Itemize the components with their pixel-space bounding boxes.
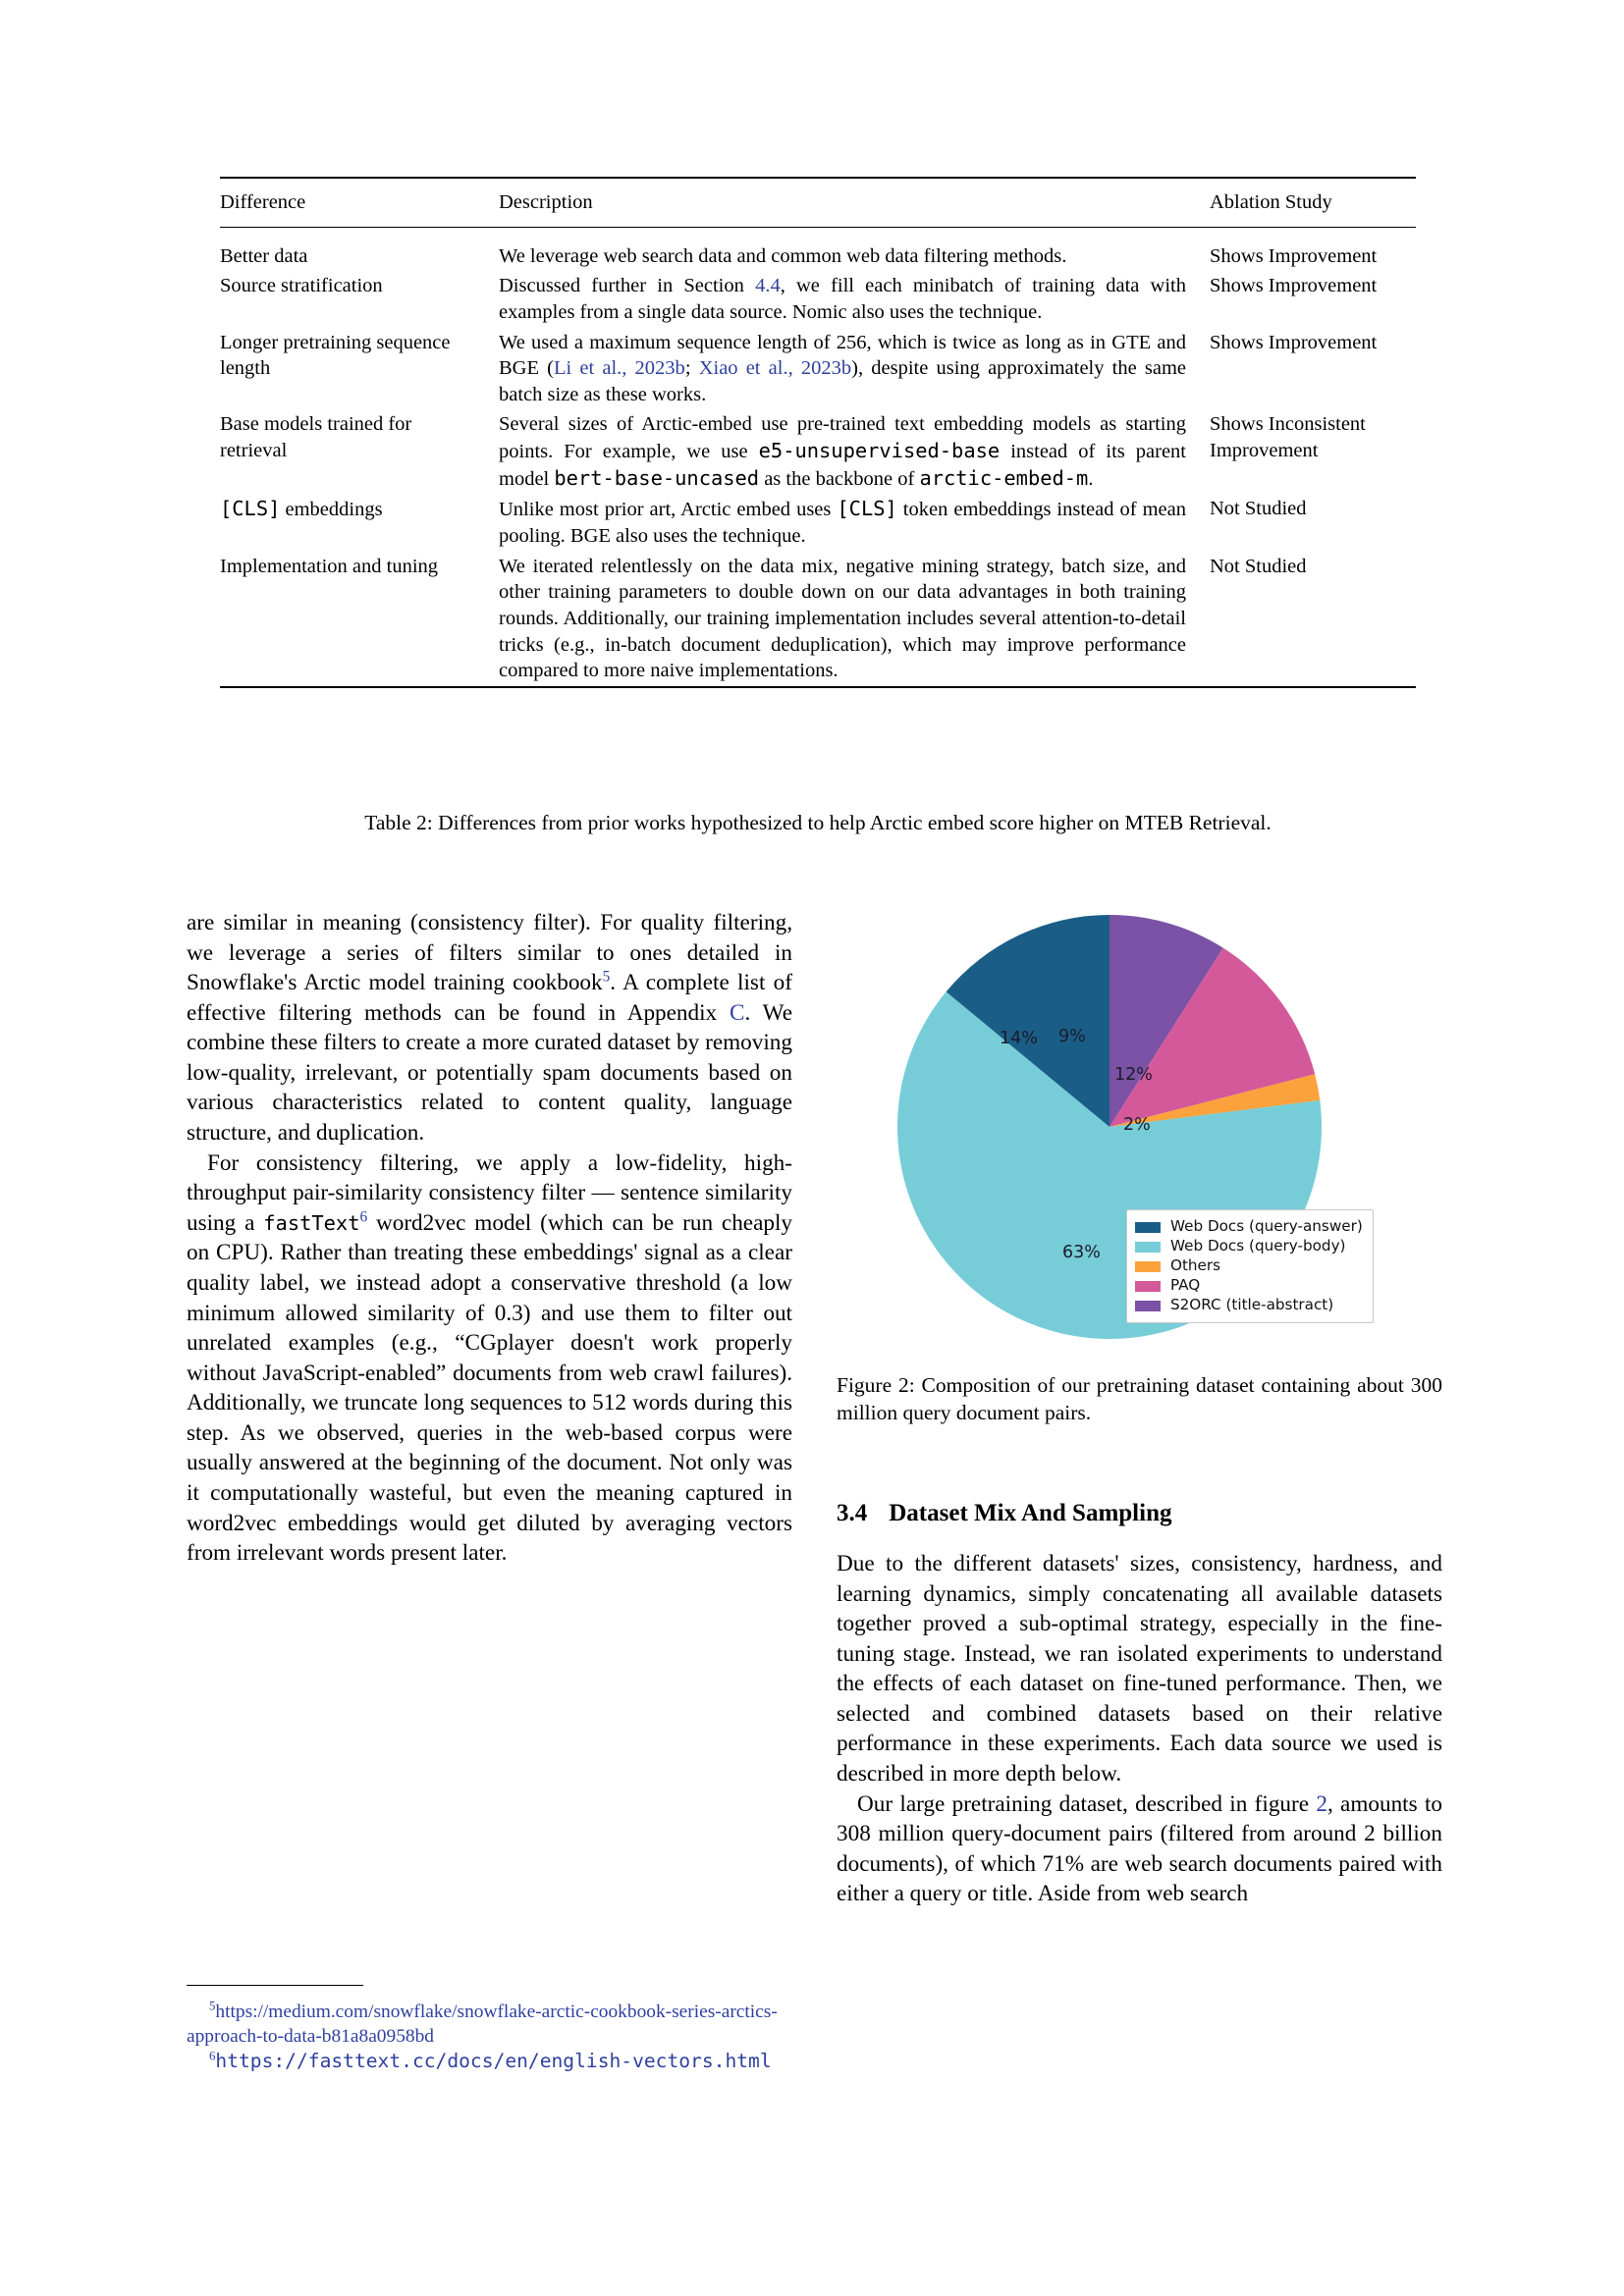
differences-table bbox=[220, 177, 1416, 688]
table-row bbox=[220, 241, 1416, 272]
table-rule bbox=[220, 687, 1416, 688]
text-run: . We combine these filters to create a more curated dataset by removing low-quality, irrelevant, or potentially spam documents based on various characteristics related to content quality, language structure, and duplication. bbox=[187, 999, 792, 1147]
table-header-3: Ablation Study bbox=[1210, 191, 1332, 213]
mono-text: [CLS] bbox=[837, 497, 897, 521]
legend-label: Web Docs (query-body) bbox=[1170, 1237, 1346, 1255]
legend-swatch-icon bbox=[1135, 1261, 1161, 1272]
left-paragraph-2 bbox=[187, 1148, 792, 1569]
text-run: Our large pretraining dataset, described in figure bbox=[857, 1790, 1317, 1817]
text-run: We iterated relentlessly on the data mix, negative mining strategy, batch size, and other training parameters to double down on our data advantages in both training rounds. Additionally, our training implementation includes several attention-to-detail tricks (e.g., in-batch document deduplication), which may improve performance compared to more naive implementations. bbox=[499, 555, 1186, 682]
section-title: Dataset Mix And Sampling bbox=[889, 1500, 1172, 1526]
text-run: word2vec model (which can be run cheaply on CPU). Rather than treating these embeddings' signal as a clear quality label, we instead adopt a conservative threshold (a low minimum allowed similarity of 0.3) and use them to filter out unrelated examples (e.g., “CGplayer doesn't work properly without JavaScript-enabled” documents from web crawl failures). Additionally, we truncate long sequences to 512 words during this step. As we observed, queries in the web-based corpus were usually answered at the beginning of the document. Not only was it computationally wasteful, but even the meaning captured in word2vec embeddings would get diluted by averaging vectors from irrelevant words present later. bbox=[187, 1209, 792, 1567]
table-header-1: Difference bbox=[220, 191, 306, 213]
cell-ablation: Shows Improvement bbox=[1210, 244, 1378, 267]
footnote-url[interactable]: https://fasttext.cc/docs/en/english-vectors.html bbox=[215, 2050, 772, 2073]
cell-description bbox=[499, 328, 1210, 410]
text-run: embeddings bbox=[280, 499, 383, 521]
left-column-body bbox=[187, 908, 792, 1569]
legend-item bbox=[1135, 1276, 1363, 1296]
text-run: ), despite using approximately the same batch size as these works. bbox=[499, 357, 1186, 405]
cell-ablation: Shows Improvement bbox=[1210, 331, 1378, 353]
footnote-url[interactable]: https://medium.com/snowflake/snowflake-arctic-cookbook-series-arctics-approach-to-data-b81a8a0958bd bbox=[187, 2002, 778, 2048]
text-run: instead of its parent model bbox=[499, 441, 1187, 490]
right-column-body bbox=[837, 1549, 1442, 1909]
pie-label-s2orc: 9% bbox=[1058, 1027, 1086, 1046]
mono-text: fastText bbox=[263, 1210, 360, 1235]
text-run: as the backbone of bbox=[759, 467, 920, 490]
legend-label: Others bbox=[1170, 1256, 1221, 1275]
footnote-rule bbox=[187, 1985, 363, 1986]
pie-label-paq: 12% bbox=[1114, 1065, 1153, 1085]
table-body bbox=[220, 178, 1416, 688]
footnote-number: 6 bbox=[209, 2049, 216, 2063]
text-run: Several sizes of Arctic-embed use pre-trained text embedding models as starting points. For example, we use bbox=[499, 413, 1186, 463]
table-2 bbox=[220, 177, 1416, 688]
cell-ablation: Shows Improvement bbox=[1210, 275, 1378, 297]
table-row bbox=[220, 494, 1416, 551]
left-paragraph-1 bbox=[187, 908, 792, 1148]
cell-description bbox=[499, 494, 1210, 551]
footnote-marker[interactable]: 6 bbox=[359, 1208, 368, 1226]
table-spacer bbox=[220, 228, 1416, 241]
section-heading-3-4 bbox=[837, 1500, 1442, 1527]
text-run: Discussed further in Section bbox=[499, 275, 756, 297]
inline-link[interactable]: C bbox=[729, 999, 745, 1026]
cell-difference: Implementation and tuning bbox=[220, 555, 439, 577]
inline-link[interactable]: Li et al., 2023b bbox=[554, 357, 685, 380]
footnote-item bbox=[187, 2049, 792, 2074]
text-run: We leverage web search data and common web data filtering methods. bbox=[499, 244, 1067, 267]
text-run: , we fill each minibatch of training data with examples from a single data source. Nomic also uses the technique. bbox=[499, 275, 1187, 323]
footnote-number: 5 bbox=[209, 1999, 216, 2013]
cell-description bbox=[499, 409, 1210, 494]
table-header-2: Description bbox=[499, 191, 593, 213]
cell-difference: Source stratification bbox=[220, 275, 383, 297]
right-paragraph-1: Due to the different datasets' sizes, consistency, hardness, and learning dynamics, simply concatenating all available datasets together proved a sub-optimal strategy, especially in the fine-tuning stage. Instead, we ran isolated experiments to understand the effects of each dataset on fine-tuned performance. Then, we selected and combined datasets based on their relative performance in these experiments. Each data source we used is described in more depth below. bbox=[837, 1551, 1442, 1788]
cell-description bbox=[499, 552, 1210, 687]
legend-item bbox=[1135, 1256, 1363, 1276]
right-paragraph-2 bbox=[837, 1789, 1442, 1909]
cell-description bbox=[499, 271, 1210, 327]
table-row bbox=[220, 271, 1416, 327]
footnote-item bbox=[187, 2000, 792, 2049]
pie-label-query-answer: 14% bbox=[1000, 1029, 1038, 1048]
table-row bbox=[220, 409, 1416, 494]
cell-difference: Longer pretraining sequence length bbox=[220, 331, 451, 380]
mono-text: bert-base-uncased bbox=[554, 465, 760, 490]
legend-swatch-icon bbox=[1135, 1222, 1161, 1233]
table-header-row bbox=[220, 179, 1416, 227]
pie-legend bbox=[1126, 1209, 1374, 1323]
legend-swatch-icon bbox=[1135, 1301, 1161, 1311]
text-run: . A complete list of effective filtering methods can be found in Appendix bbox=[187, 970, 792, 1026]
table-2-caption: Table 2: Differences from prior works hypothesized to help Arctic embed score higher on MTEB Retrieval. bbox=[364, 811, 1272, 834]
cell-description bbox=[499, 241, 1210, 272]
mono-text: arctic-embed-m bbox=[919, 465, 1089, 490]
text-run: ; bbox=[684, 357, 699, 380]
text-run: . bbox=[1088, 467, 1094, 490]
text-run: Unlike most prior art, Arctic embed uses bbox=[499, 499, 838, 521]
mono-text: [CLS] bbox=[220, 497, 281, 521]
section-number: 3.4 bbox=[837, 1500, 868, 1526]
table-row bbox=[220, 552, 1416, 687]
text-run: token embeddings instead of mean pooling. BGE also uses the technique. bbox=[499, 499, 1186, 548]
text-run: , amounts to 308 million query-document pairs (filtered from around 2 billion documents), of which 71% are web search documents paired with either a query or title. Aside from web search bbox=[837, 1790, 1442, 1907]
legend-item bbox=[1135, 1237, 1363, 1256]
legend-swatch-icon bbox=[1135, 1242, 1161, 1253]
inline-link[interactable]: 2 bbox=[1316, 1790, 1327, 1817]
legend-item bbox=[1135, 1296, 1363, 1315]
pie-label-others: 2% bbox=[1123, 1115, 1151, 1135]
legend-label: PAQ bbox=[1170, 1276, 1201, 1295]
footnotes bbox=[187, 1985, 792, 2075]
legend-label: S2ORC (title-abstract) bbox=[1170, 1296, 1334, 1314]
cell-ablation: Not Studied bbox=[1210, 555, 1307, 577]
footnote-list bbox=[187, 2000, 792, 2075]
figure-2-caption: Figure 2: Composition of our pretraining dataset containing about 300 million query document pairs. bbox=[837, 1373, 1442, 1424]
cell-difference: Base models trained for retrieval bbox=[220, 413, 412, 462]
table-row bbox=[220, 328, 1416, 410]
pie-label-query-body: 63% bbox=[1062, 1243, 1101, 1262]
legend-swatch-icon bbox=[1135, 1281, 1161, 1292]
legend-label: Web Docs (query-answer) bbox=[1170, 1217, 1363, 1236]
footnote-marker[interactable]: 5 bbox=[602, 968, 611, 986]
legend-list bbox=[1135, 1217, 1363, 1315]
cell-difference bbox=[220, 494, 499, 551]
inline-link[interactable]: Xiao et al., 2023b bbox=[698, 357, 852, 380]
inline-link[interactable]: 4.4 bbox=[755, 275, 781, 297]
cell-difference: Better data bbox=[220, 244, 308, 267]
text-run: We used a maximum sequence length of 256, which is twice as long as in GTE and BGE ( bbox=[499, 331, 1186, 380]
figure-2 bbox=[837, 903, 1442, 1364]
legend-item bbox=[1135, 1217, 1363, 1237]
mono-text: e5-unsupervised-base bbox=[758, 439, 1001, 463]
cell-ablation: Not Studied bbox=[1210, 498, 1307, 520]
text-run: For consistency filtering, we apply a low-fidelity, high-throughput pair-similarity consistency filter — sentence similarity using a bbox=[187, 1149, 792, 1236]
text-run: are similar in meaning (consistency filter). For quality filtering, we leverage a series of filters similar to ones detailed in Snowflake's Arctic model training cookbook bbox=[187, 910, 792, 996]
cell-ablation: Shows Inconsistent Improvement bbox=[1210, 413, 1366, 462]
